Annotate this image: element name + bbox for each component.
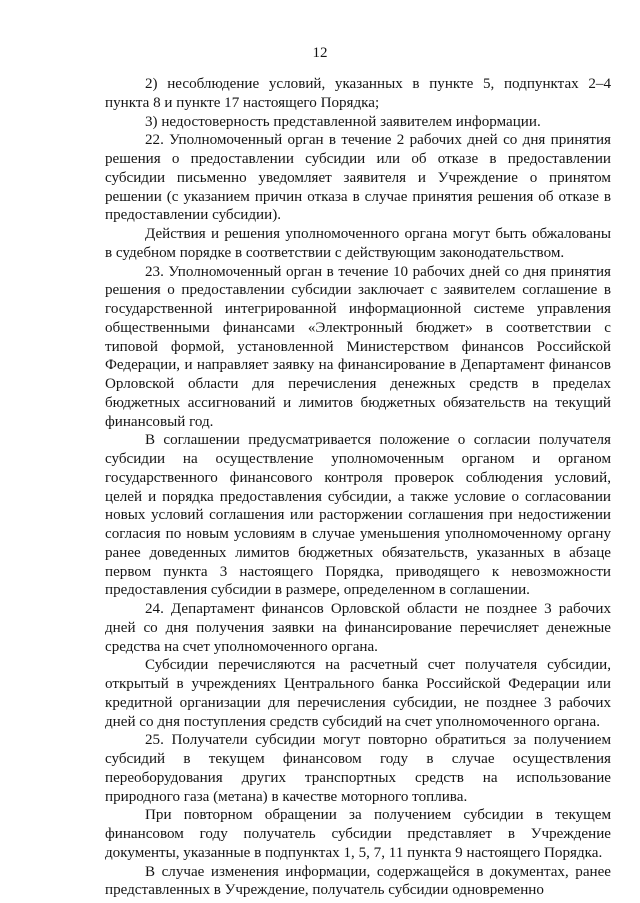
paragraph-25: 25. Получатели субсидии могут повторно обратиться за получением субсидий в текущем финансовом году в случае осуществления переоборудования других транспортных средств на использование природного газа (метана) в качестве моторного топлива. xyxy=(105,732,611,805)
paragraph-appeal: Действия и решения уполномоченного органа могут быть обжалованы в судебном порядке в соответствии с действующим законодательством. xyxy=(105,226,611,261)
paragraph-22: 22. Уполномоченный орган в течение 2 рабочих дней со дня принятия решения о предоставлении субсидии или об отказе в предоставлении субсидии письменно уведомляет заявителя и Учреждение о принятом решении (с указанием причин отказа в случае принятия решения об отказе в предоставлении субсидии). xyxy=(105,132,611,224)
paragraph-info-change: В случае изменения информации, содержащейся в документах, ранее представленных в Учреждение, получатель субсидии одновременно xyxy=(105,863,611,899)
document-body xyxy=(105,75,611,900)
paragraph-repeat-request: При повторном обращении за получением субсидии в текущем финансовом году получатель субсидии представляет в Учреждение документы, указанные в подпунктах 1, 5, 7, 11 пункта 9 настоящего Порядка. xyxy=(105,807,611,861)
paragraph-transfer: Субсидии перечисляются на расчетный счет получателя субсидии, открытый в учреждениях Центрального банка Российской Федерации или кредитной организации для перечисления субсидии, не позднее 3 рабочих дней со дня поступления средств субсидий на счет уполномоченного органа. xyxy=(105,657,611,730)
paragraph-item-2: 2) несоблюдение условий, указанных в пункте 5, подпунктах 2–4 пункта 8 и пункте 17 настоящего Порядка; xyxy=(105,76,611,111)
paragraph-item-3: 3) недостоверность представленной заявителем информации. xyxy=(145,113,541,130)
paragraph-24: 24. Департамент финансов Орловской области не позднее 3 рабочих дней со дня получения заявки на финансирование перечисляет денежные средства на счет уполномоченного органа. xyxy=(105,601,611,655)
paragraph-23: 23. Уполномоченный орган в течение 10 рабочих дней со дня принятия решения о предоставлении субсидии заключает с заявителем соглашение в государственной интегрированной информационной системе управления общественными финансами «Электронный бюджет» в соответствии с типовой формой, установленной Министерством финансов Российской Федерации, и направляет заявку на финансирование в Департамент финансов Орловской области для перечисления денежных средств в пределах бюджетных ассигнований и лимитов бюджетных обязательств на текущий финансовый год. xyxy=(105,263,611,430)
page-number: 12 xyxy=(312,45,328,61)
paragraph-agreement: В соглашении предусматривается положение о согласии получателя субсидии на осуществление уполномоченным органом и органом государственного финансового контроля проверок соблюдения условий, целей и порядка предоставления субсидии, а также условие о согласовании новых условий соглашения или расторжении соглашения при недостижении согласия по новым условиям в случае уменьшения уполномоченному органу ранее доведенных лимитов бюджетных обязательств, указанных в абзаце первом пункта 3 настоящего Порядка, приводящего к невозможности предоставления субсидии в размере, определенном в соглашении. xyxy=(105,432,611,599)
